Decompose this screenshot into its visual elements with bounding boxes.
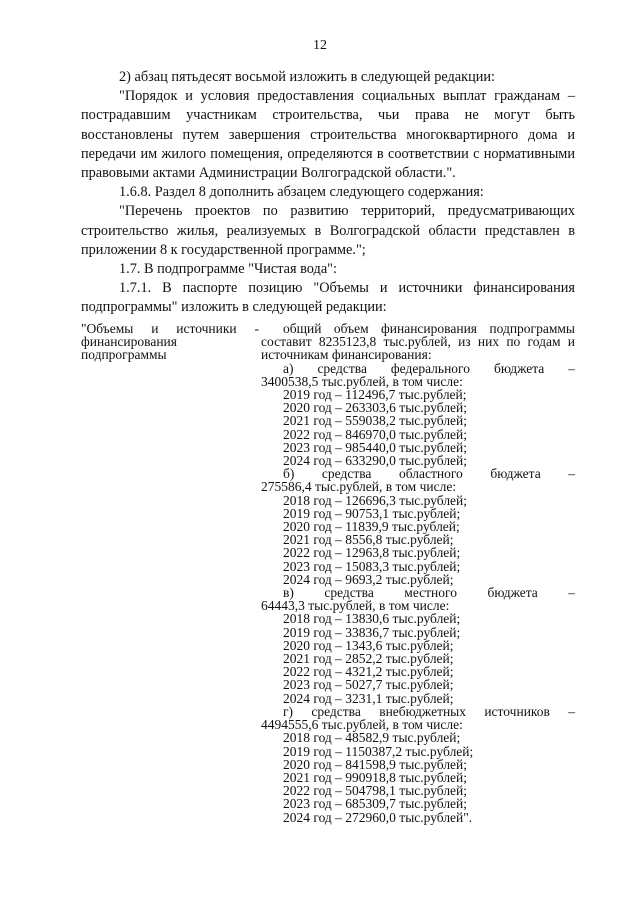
paragraph-quote: "Порядок и условия предоставления социальных выплат гражданам – пострадавшим участникам строительства, чьи права не могут быть восстановлены путем завершения строительства многоквартирного дома и передачи им жилого помещения, определяются в соответствии с нормативными правовыми актами Администрации Волгоградской области.". [81, 88, 575, 182]
paragraph: 1.7.1. В паспорте позицию "Объемы и источники финансирования подпрограммы" изложить в следующей редакции: [81, 280, 575, 316]
year-line: 2024 год – 3231,1 тыс.рублей; [283, 690, 454, 706]
paragraph: 2) абзац пятьдесят восьмой изложить в следующей редакции: [119, 69, 496, 85]
year-line: 2018 год – 126696,3 тыс.рублей; [283, 492, 468, 508]
year-line: 2022 год – 4321,2 тыс.рублей; [283, 664, 454, 680]
year-line: 2021 год – 2852,2 тыс.рублей; [283, 651, 454, 667]
source-federal [261, 362, 575, 468]
year-line: 2022 год – 504798,1 тыс.рублей; [283, 783, 468, 799]
source-extrabudgetary [261, 705, 575, 824]
year-line: 2020 год – 263303,6 тыс.рублей; [283, 400, 468, 416]
source-heading: в) средства местного бюджета – [283, 585, 575, 601]
source-heading: г) средства внебюджетных источников – [283, 703, 575, 719]
year-line: 2018 год – 48582,9 тыс.рублей; [283, 730, 461, 746]
year-line: 2020 год – 1343,6 тыс.рублей; [283, 637, 454, 653]
financing-intro: общий объем финансирования подпрограммы составит 8235123,8 тыс.рублей, из них по годам и источникам финансирования: [261, 321, 575, 363]
source-total: 64443,3 тыс.рублей, в том числе: [261, 598, 450, 614]
year-line: 2022 год – 846970,0 тыс.рублей; [283, 426, 468, 442]
table-right-cell [261, 322, 575, 824]
source-total: 275586,4 тыс.рублей, в том числе: [261, 479, 457, 495]
year-line: 2023 год – 15083,3 тыс.рублей; [283, 558, 461, 574]
year-line: 2019 год – 1150387,2 тыс.рублей; [283, 743, 474, 759]
page-number: 12 [313, 38, 327, 53]
year-line: 2019 год – 112496,7 тыс.рублей; [283, 387, 467, 403]
year-line: 2023 год – 5027,7 тыс.рублей; [283, 677, 454, 693]
source-local [261, 586, 575, 705]
year-line: 2020 год – 11839,9 тыс.рублей; [283, 519, 460, 535]
year-line: 2019 год – 90753,1 тыс.рублей; [283, 505, 461, 521]
source-heading: а) средства федерального бюджета – [283, 360, 575, 376]
year-line: 2021 год – 990918,8 тыс.рублей; [283, 769, 468, 785]
year-line: 2022 год – 12963,8 тыс.рублей; [283, 545, 461, 561]
paragraph: 1.7. В подпрограмме "Чистая вода": [119, 261, 337, 278]
year-line: 2024 год – 9693,2 тыс.рублей; [283, 571, 454, 587]
year-line: 2021 год – 559038,2 тыс.рублей; [283, 413, 468, 429]
paragraph: 1.6.8. Раздел 8 дополнить абзацем следующего содержания: [119, 184, 484, 201]
year-line: 2021 год – 8556,8 тыс.рублей; [283, 532, 454, 548]
source-total: 4494555,6 тыс.рублей, в том числе: [261, 717, 463, 733]
year-line: 2024 год – 272960,0 тыс.рублей". [283, 809, 473, 825]
year-line: 2023 год – 985440,0 тыс.рублей; [283, 439, 468, 455]
year-line: 2020 год – 841598,9 тыс.рублей; [283, 756, 468, 772]
table-left-label: "Объемы и источники - финансирования подпрограммы [81, 321, 259, 363]
year-line: 2024 год – 633290,0 тыс.рублей; [283, 453, 468, 469]
document-body [81, 68, 575, 318]
year-line: 2018 год – 13830,6 тыс.рублей; [283, 611, 461, 627]
source-regional [261, 467, 575, 586]
source-total: 3400538,5 тыс.рублей, в том числе: [261, 373, 463, 389]
paragraph-quote: "Перечень проектов по развитию территорий, предусматривающих строительство жилья, реализуемых в Волгоградской области представлен в приложении 8 к государственной программе."; [81, 203, 575, 258]
source-heading: б) средства областного бюджета – [283, 466, 575, 482]
year-line: 2019 год – 33836,7 тыс.рублей; [283, 624, 461, 640]
year-line: 2023 год – 685309,7 тыс.рублей; [283, 796, 468, 812]
